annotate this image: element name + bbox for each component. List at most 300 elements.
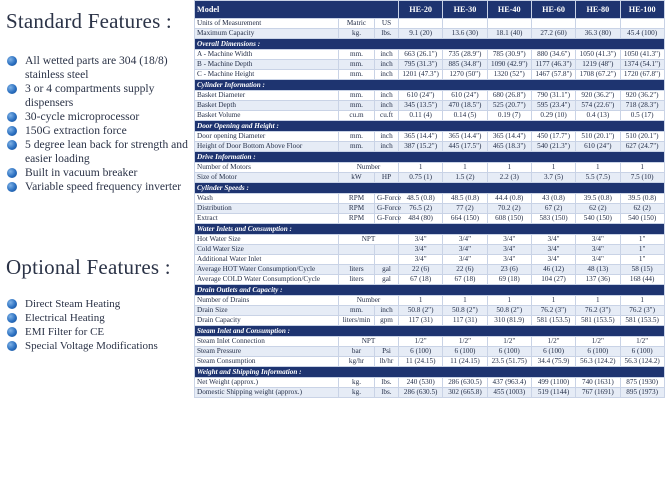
row-label: Net Weight (approx.)	[195, 378, 339, 388]
cell-value: 0.11 (4)	[399, 111, 443, 121]
cell-value	[443, 19, 487, 29]
bullet-icon	[7, 126, 17, 136]
table-row	[195, 245, 665, 255]
cell-value: 450 (17.7")	[531, 132, 575, 142]
feature-item: Built in vacuum breaker	[6, 166, 190, 180]
cell-value: 0.4 (13)	[576, 111, 620, 121]
cell-value: 50.8 (2")	[487, 306, 531, 316]
section-header-row	[195, 326, 665, 337]
table-row	[195, 275, 665, 285]
unit-us: inch	[375, 101, 399, 111]
cell-value: 1/2"	[531, 337, 575, 347]
cell-value: 13.6 (30)	[443, 29, 487, 39]
cell-value: 9.1 (20)	[399, 29, 443, 39]
unit-us: inch	[375, 91, 399, 101]
cell-value: 76.2 (3")	[531, 306, 575, 316]
cell-value: 1720 (67.8")	[620, 70, 664, 80]
cell-value: 365 (14.4")	[443, 132, 487, 142]
cell-value: 67 (2)	[531, 204, 575, 214]
table-row	[195, 111, 665, 121]
cell-value: 718 (28.3")	[620, 101, 664, 111]
cell-value: 610 (24")	[576, 142, 620, 152]
table-row	[195, 163, 665, 173]
cell-value: 1/2"	[576, 337, 620, 347]
cell-value: 540 (21.3")	[531, 142, 575, 152]
bullet-icon	[7, 313, 17, 323]
table-row	[195, 265, 665, 275]
table-row	[195, 132, 665, 142]
section-title: Water Inlets and Consumption :	[195, 224, 665, 235]
cell-value: 43 (0.8)	[531, 194, 575, 204]
unit-us: lbs.	[375, 388, 399, 398]
cell-value: 23.5 (51.75)	[487, 357, 531, 367]
section-title: Drain Outlets and Capacity :	[195, 285, 665, 296]
unit-us: gal	[375, 275, 399, 285]
cell-value: 1201 (47.3")	[399, 70, 443, 80]
cell-value: 885 (34.8")	[443, 60, 487, 70]
row-label: Drain Size	[195, 306, 339, 316]
unit-us: inch	[375, 142, 399, 152]
feature-item: 30-cycle microprocessor	[6, 110, 190, 124]
unit-metric: mm.	[339, 142, 375, 152]
unit-metric: mm.	[339, 50, 375, 60]
table-row	[195, 204, 665, 214]
unit-us	[375, 245, 399, 255]
model-header: HE-100	[620, 1, 664, 19]
cell-value: 67 (18)	[443, 275, 487, 285]
table-row	[195, 50, 665, 60]
section-title: Door Opening and Height :	[195, 121, 665, 132]
row-label: A - Machine Width	[195, 50, 339, 60]
section-title: Cylinder Information :	[195, 80, 665, 91]
cell-value: 76.2 (3")	[576, 306, 620, 316]
row-label: Height of Door Bottom Above Floor	[195, 142, 339, 152]
cell-value: 1	[487, 296, 531, 306]
model-header: HE-40	[487, 1, 531, 19]
unit-us: inch	[375, 70, 399, 80]
cell-value: 69 (18)	[487, 275, 531, 285]
unit-metric: RPM	[339, 204, 375, 214]
cell-value: 56.3 (124.2)	[576, 357, 620, 367]
cell-value: 1	[576, 296, 620, 306]
cell-value: 22 (6)	[399, 265, 443, 275]
cell-value	[531, 19, 575, 29]
spec-table-body	[195, 1, 665, 398]
cell-value: 50.8 (2")	[443, 306, 487, 316]
row-label: Average HOT Water Consumption/Cycle	[195, 265, 339, 275]
table-row	[195, 388, 665, 398]
cell-value: 3/4"	[576, 235, 620, 245]
table-row	[195, 357, 665, 367]
unit-metric: liters	[339, 265, 375, 275]
section-header-row	[195, 224, 665, 235]
table-row	[195, 337, 665, 347]
cell-value: 44.4 (0.8)	[487, 194, 531, 204]
cell-value: 2.2 (3)	[487, 173, 531, 183]
feature-item: All wetted parts are 304 (18/8) stainless steel	[6, 54, 190, 82]
table-row	[195, 101, 665, 111]
cell-value: 6 (100)	[487, 347, 531, 357]
feature-item: Variable speed frequency inverter	[6, 180, 190, 194]
row-label: Average COLD Water Consumption/Cycle	[195, 275, 339, 285]
cell-value: 795 (31.3")	[399, 60, 443, 70]
row-label: Distribution	[195, 204, 339, 214]
cell-value: 3/4"	[531, 255, 575, 265]
section-title: Drive Information :	[195, 152, 665, 163]
cell-value: 510 (20.1")	[620, 132, 664, 142]
cell-value: 104 (27)	[531, 275, 575, 285]
cell-value: 574 (22.6")	[576, 101, 620, 111]
unit-metric: Matric	[339, 19, 375, 29]
section-header-row	[195, 183, 665, 194]
cell-value: 455 (1003)	[487, 388, 531, 398]
unit-us: cu.ft	[375, 111, 399, 121]
section-title: Cylinder Speeds :	[195, 183, 665, 194]
cell-value: 6 (100)	[399, 347, 443, 357]
bullet-icon	[7, 341, 17, 351]
cell-value: 445 (17.5")	[443, 142, 487, 152]
row-label: Additional Water Inlet	[195, 255, 339, 265]
feature-item: 5 degree lean back for strength and easier loading	[6, 138, 190, 166]
row-label: Basket Volume	[195, 111, 339, 121]
cell-value	[620, 19, 664, 29]
unit-us: lbs.	[375, 378, 399, 388]
cell-value: 240 (530)	[399, 378, 443, 388]
unit-us: US	[375, 19, 399, 29]
cell-value: 525 (20.7")	[487, 101, 531, 111]
cell-value: 920 (36.2")	[576, 91, 620, 101]
unit-metric: kg/hr	[339, 357, 375, 367]
features-panel	[0, 0, 190, 482]
row-label: Steam Inlet Connection	[195, 337, 339, 347]
unit-metric: liters	[339, 275, 375, 285]
feature-item: Special Voltage Modifications	[6, 339, 190, 353]
cell-value: 3/4"	[531, 245, 575, 255]
unit-us: G-Force	[375, 214, 399, 224]
cell-value: 610 (24")	[443, 91, 487, 101]
section-header-row	[195, 121, 665, 132]
table-row	[195, 316, 665, 326]
cell-value: 1	[399, 163, 443, 173]
table-row	[195, 306, 665, 316]
feature-item: EMI Filter for CE	[6, 325, 190, 339]
table-row	[195, 60, 665, 70]
cell-value: 1/2"	[487, 337, 531, 347]
row-label: Basket Depth	[195, 101, 339, 111]
row-label: Number of Motors	[195, 163, 339, 173]
section-header-row	[195, 152, 665, 163]
cell-value: 540 (150)	[576, 214, 620, 224]
cell-value: 365 (14.4")	[399, 132, 443, 142]
cell-value: 1050 (41.3")	[576, 50, 620, 60]
row-label: Steam Consumption	[195, 357, 339, 367]
unit-metric: mm.	[339, 101, 375, 111]
optional-features-title: Optional Features :	[6, 255, 171, 279]
bullet-icon	[7, 140, 17, 150]
row-label: Size of Motor	[195, 173, 339, 183]
unit-us: HP	[375, 173, 399, 183]
cell-value	[487, 19, 531, 29]
standard-features-list	[6, 54, 190, 194]
cell-value: 735 (28.9")	[443, 50, 487, 60]
cell-value: 11 (24.15)	[399, 357, 443, 367]
bullet-icon	[7, 168, 17, 178]
cell-value: 137 (36)	[576, 275, 620, 285]
row-label: Number of Drains	[195, 296, 339, 306]
feature-item: Direct Steam Heating	[6, 297, 190, 311]
spec-table-container	[194, 0, 664, 482]
cell-value: 286 (630.5)	[399, 388, 443, 398]
bullet-icon	[7, 56, 17, 66]
unit-metric: RPM	[339, 214, 375, 224]
cell-value	[399, 19, 443, 29]
row-label: Basket Diameter	[195, 91, 339, 101]
unit-metric: cu.m	[339, 111, 375, 121]
unit-metric: kg.	[339, 29, 375, 39]
unit-metric	[339, 245, 375, 255]
table-row	[195, 91, 665, 101]
cell-value: 117 (31)	[443, 316, 487, 326]
unit-us: inch	[375, 60, 399, 70]
table-row	[195, 378, 665, 388]
model-header-label: Model	[195, 1, 399, 19]
cell-value: 1"	[620, 245, 664, 255]
cell-value: 1090 (42.9")	[487, 60, 531, 70]
cell-value: 1.5 (2)	[443, 173, 487, 183]
unit-us: gal	[375, 265, 399, 275]
feature-item: 150G extraction force	[6, 124, 190, 138]
row-label: Hot Water Size	[195, 235, 339, 245]
cell-value	[576, 19, 620, 29]
section-header-row	[195, 285, 665, 296]
unit-metric: Number	[339, 163, 399, 173]
cell-value: 48.5 (0.8)	[443, 194, 487, 204]
cell-value: 1	[443, 163, 487, 173]
cell-value: 345 (13.5")	[399, 101, 443, 111]
model-header: HE-60	[531, 1, 575, 19]
bullet-icon	[7, 84, 17, 94]
cell-value: 70.2 (2)	[487, 204, 531, 214]
table-row	[195, 296, 665, 306]
model-header: HE-30	[443, 1, 487, 19]
cell-value: 50.8 (2")	[399, 306, 443, 316]
section-header-row	[195, 80, 665, 91]
cell-value: 3/4"	[531, 235, 575, 245]
cell-value: 627 (24.7")	[620, 142, 664, 152]
bullet-icon	[7, 327, 17, 337]
cell-value: 1	[487, 163, 531, 173]
unit-metric: NPT	[339, 235, 399, 245]
cell-value: 302 (665.8)	[443, 388, 487, 398]
cell-value: 608 (150)	[487, 214, 531, 224]
cell-value: 583 (150)	[531, 214, 575, 224]
standard-features-title: Standard Features :	[6, 9, 172, 33]
unit-us: G-Force	[375, 204, 399, 214]
unit-metric: kg.	[339, 378, 375, 388]
row-label: Wash	[195, 194, 339, 204]
cell-value: 56.3 (124.2)	[620, 357, 664, 367]
cell-value: 767 (1691)	[576, 388, 620, 398]
unit-metric: mm.	[339, 306, 375, 316]
optional-features-list	[6, 297, 190, 353]
unit-metric: NPT	[339, 337, 399, 347]
cell-value: 76.2 (3")	[620, 306, 664, 316]
model-header: HE-20	[399, 1, 443, 19]
cell-value: 1270 (50")	[443, 70, 487, 80]
unit-metric: mm.	[339, 70, 375, 80]
cell-value: 1467 (57.8")	[531, 70, 575, 80]
cell-value: 62 (2)	[620, 204, 664, 214]
cell-value: 6 (100)	[620, 347, 664, 357]
cell-value: 1	[443, 296, 487, 306]
cell-value: 1708 (67.2")	[576, 70, 620, 80]
bullet-icon	[7, 182, 17, 192]
unit-us: inch	[375, 50, 399, 60]
cell-value: 0.5 (17)	[620, 111, 664, 121]
cell-value: 3/4"	[576, 255, 620, 265]
cell-value: 67 (18)	[399, 275, 443, 285]
cell-value: 664 (150)	[443, 214, 487, 224]
cell-value: 45.4 (100)	[620, 29, 664, 39]
cell-value: 1	[399, 296, 443, 306]
cell-value: 0.75 (1)	[399, 173, 443, 183]
cell-value: 11 (24.15)	[443, 357, 487, 367]
cell-value: 6 (100)	[531, 347, 575, 357]
unit-metric	[339, 255, 375, 265]
cell-value: 77 (2)	[443, 204, 487, 214]
cell-value: 0.19 (7)	[487, 111, 531, 121]
unit-metric: kg.	[339, 388, 375, 398]
cell-value: 48 (13)	[576, 265, 620, 275]
cell-value: 785 (30.9")	[487, 50, 531, 60]
table-row	[195, 214, 665, 224]
cell-value: 581 (153.5)	[620, 316, 664, 326]
cell-value: 3.7 (5)	[531, 173, 575, 183]
cell-value: 23 (6)	[487, 265, 531, 275]
table-row	[195, 173, 665, 183]
unit-metric: bar	[339, 347, 375, 357]
unit-us: inch	[375, 132, 399, 142]
cell-value: 437 (963.4)	[487, 378, 531, 388]
cell-value: 7.5 (10)	[620, 173, 664, 183]
bullet-icon	[7, 299, 17, 309]
table-header-row	[195, 1, 665, 19]
cell-value: 790 (31.1")	[531, 91, 575, 101]
cell-value: 1	[576, 163, 620, 173]
table-row	[195, 29, 665, 39]
cell-value: 117 (31)	[399, 316, 443, 326]
row-label: Domestic Shipping weight (approx.)	[195, 388, 339, 398]
cell-value: 595 (23.4")	[531, 101, 575, 111]
cell-value: 895 (1973)	[620, 388, 664, 398]
cell-value: 0.14 (5)	[443, 111, 487, 121]
cell-value: 1219 (48")	[576, 60, 620, 70]
unit-us: lbs.	[375, 29, 399, 39]
cell-value: 610 (24")	[399, 91, 443, 101]
section-title: Overall Dimensions :	[195, 39, 665, 50]
row-label: Door opening Diameter	[195, 132, 339, 142]
cell-value: 27.2 (60)	[531, 29, 575, 39]
cell-value: 519 (1144)	[531, 388, 575, 398]
spec-table	[194, 0, 665, 398]
cell-value: 510 (20.1")	[576, 132, 620, 142]
unit-metric: mm.	[339, 91, 375, 101]
cell-value: 22 (6)	[443, 265, 487, 275]
cell-value: 1	[531, 296, 575, 306]
unit-us: inch	[375, 306, 399, 316]
cell-value: 465 (18.3")	[487, 142, 531, 152]
section-header-row	[195, 367, 665, 378]
cell-value: 875 (1930)	[620, 378, 664, 388]
cell-value: 1177 (46.3")	[531, 60, 575, 70]
table-row	[195, 19, 665, 29]
cell-value: 39.5 (0.8)	[576, 194, 620, 204]
cell-value: 387 (15.2")	[399, 142, 443, 152]
cell-value: 6 (100)	[576, 347, 620, 357]
cell-value: 1050 (41.3")	[620, 50, 664, 60]
unit-us: Psi	[375, 347, 399, 357]
unit-metric: mm.	[339, 60, 375, 70]
section-header-row	[195, 39, 665, 50]
table-row	[195, 347, 665, 357]
unit-metric: RPM	[339, 194, 375, 204]
cell-value: 3/4"	[487, 245, 531, 255]
cell-value: 365 (14.4")	[487, 132, 531, 142]
unit-us: lb/hr	[375, 357, 399, 367]
bullet-icon	[7, 112, 17, 122]
unit-metric: mm.	[339, 132, 375, 142]
feature-item: Electrical Heating	[6, 311, 190, 325]
cell-value: 740 (1631)	[576, 378, 620, 388]
cell-value: 920 (36.2")	[620, 91, 664, 101]
cell-value: 1/2"	[399, 337, 443, 347]
row-label: Maximum Capacity	[195, 29, 339, 39]
row-label: Extract	[195, 214, 339, 224]
unit-metric: Number	[339, 296, 399, 306]
cell-value: 48.5 (0.8)	[399, 194, 443, 204]
cell-value: 18.1 (40)	[487, 29, 531, 39]
cell-value: 58 (15)	[620, 265, 664, 275]
cell-value: 3/4"	[399, 235, 443, 245]
cell-value: 1"	[620, 235, 664, 245]
cell-value: 540 (150)	[620, 214, 664, 224]
row-label: Drain Capacity	[195, 316, 339, 326]
cell-value: 3/4"	[399, 255, 443, 265]
section-title: Weight and Shipping Information :	[195, 367, 665, 378]
cell-value: 1	[620, 163, 664, 173]
unit-us: gpm	[375, 316, 399, 326]
row-label: Cold Water Size	[195, 245, 339, 255]
cell-value: 1	[620, 296, 664, 306]
cell-value: 310 (81.9)	[487, 316, 531, 326]
table-row	[195, 70, 665, 80]
section-title: Steam Inlet and Consumption :	[195, 326, 665, 337]
unit-metric: kW	[339, 173, 375, 183]
cell-value: 1	[531, 163, 575, 173]
cell-value: 680 (26.8")	[487, 91, 531, 101]
cell-value: 76.5 (2)	[399, 204, 443, 214]
cell-value: 36.3 (80)	[576, 29, 620, 39]
table-row	[195, 142, 665, 152]
cell-value: 46 (12)	[531, 265, 575, 275]
cell-value: 470 (18.5")	[443, 101, 487, 111]
cell-value: 34.4 (75.9)	[531, 357, 575, 367]
cell-value: 3/4"	[443, 255, 487, 265]
cell-value: 168 (44)	[620, 275, 664, 285]
cell-value: 484 (80)	[399, 214, 443, 224]
cell-value: 880 (34.6")	[531, 50, 575, 60]
cell-value: 0.29 (10)	[531, 111, 575, 121]
